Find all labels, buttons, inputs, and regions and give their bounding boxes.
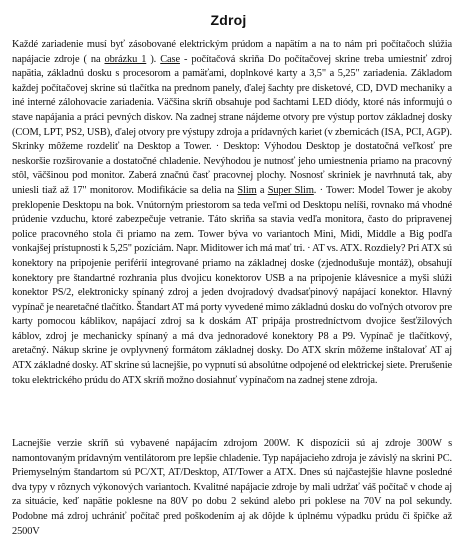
page-title: Zdroj <box>210 12 247 28</box>
text-run: . · Tower: Model Tower je akoby preklopenie Desktopu na bok. Vnútorným priestorom sa teda veľmi od Desktopu nelíši, rovnako má vhodné prúdenie vzduchu, ktoré zabezpečuje vetranie. Táto skriňa sa stavia vedľa monitora, často do pripravenej police pracovného stola či priamo na zem. Tower býva vo variantoch Mini, Midi, Middle a Big podľa vonkajšej prístupnosti k 5,25" pozíciám. Napr. Miditower ich má mať tri. · AT vs. ATX. Rozdiely? Pri ATX sú konektory na pripojenie periférií integrované priamo na základnej doske (zjednodušuje montáž), obsahují konektory pre štandartné rozhrania plus dvojicu konektorov USB a na pripojenie klávesnice a myši slúži konektor PS/2, elektronicky spínaný zdroj a jeden dvojradový dvadsaťpinový napájací konektor. Hlavný vypínač je nearetačné tlačítko. Štandart AT má porty vyvedené mimo základnú dosku do voľných otvorov pre karty pomocou káblikov, napájací zdroj sa k doskám AT pripája prostredníctvom dvojice šesťžilových káblov, zdroj je mechanicky spínaný a má dva jednoradové konektory P8 a P9. Vypínač je tlačítkový, aretačný. Nákup skrine je ovplyvnený formátom základnej dosky. Do ATX skrín môžeme inštalovať AT aj ATX základné dosky. AT skrine sú lacnejšie, po vypnutí sú absolútne odpojené od elektrickej siete. Prerušenie toku elektrického prúdu do ATX skríň možno dosiahnuť vypínačom na zadnej stene zdroja. <box>12 184 452 386</box>
paragraph-case <box>12 38 452 388</box>
text-run: - počítačová skriňa Do počítačovej skrine treba umiestniť zdroj napätia, základnú dosku s procesorom a pamäťami, doplnkové karty a 3,5" a 5,25" zariadenia. Základom každej počítačovej skrine sú tlačítka na prednom panely, ďalej šachty pre disketové, CD, DVD mechaniky a iné interné zálohovacie zariadenia. Väčšina skríň obsahuje pod šachtami LED diódy, ktoré nás informujú o stave napájania a práci pevných diskov. Na zadnej strane nájdeme otvory pre výstup portov základnej dosky (COM, LPT, PS2, USB), ďalej otvory pre výstupy zdroja a prídavných kariet (v zbernicách (ISA, PCI, AGP). Skrinky môžeme rozdeliť na Desktop a Tower. · Desktop: Výhodou Desktop je dostatočná veľkosť pre neskoršie rozširovanie a dostatočné chladenie. Nevýhodou je nutnosť jeho umiestnenia priamo na pracovný stôl, väčšinou pod monitor. Zaberá značnú časť pracovnej plochy. Nosnosť skriniek je navrhnutá tak, aby uniesli tiaž až 17" monitorov. Modifikácie sa delia na <box>12 53 452 196</box>
text-run: Lacnejšie verzie skríň sú vybavené napájacím zdrojom 200W. K dispozícii sú aj zdroje 300W s namontovaným prídavným ventilátorom pre lepšie chladenie. Typ napájacieho zdroja je závislý na skrini PC. Priemyselným štandartom sú PC/XT, AT/Desktop, AT/Tower a ATX. Dnes sú najčastejšie hlavne posledné dva typy v rôznych výkonových variantoch. Kvalitné napájacie zdroje by mali udržať váš počítač v chode aj za situácie, keď napätie poklesne na 80V po dobu 2 sekúnd alebo pri poklese na 70V na pol sekundy. Podobne má zdroj uchrániť počítač pred poškodením aj ak dôjde k úplnému výpadku prúdu či špičke až 2500V <box>12 438 452 537</box>
paragraph-power-supply <box>12 437 452 539</box>
underlined-text: obrázku 1 <box>104 53 147 65</box>
underlined-text: Super Slim <box>267 184 314 196</box>
underlined-text: Slim <box>237 184 257 196</box>
underlined-text: Case <box>160 53 180 65</box>
text-run: Každé zariadenie musí byť zásobované elektrickým prúdom a napätím a na to nám pri počítačoch slúžia napájacie zdroje ( na <box>12 39 452 65</box>
text-run: ). <box>146 53 161 65</box>
text-run: a <box>256 184 268 196</box>
